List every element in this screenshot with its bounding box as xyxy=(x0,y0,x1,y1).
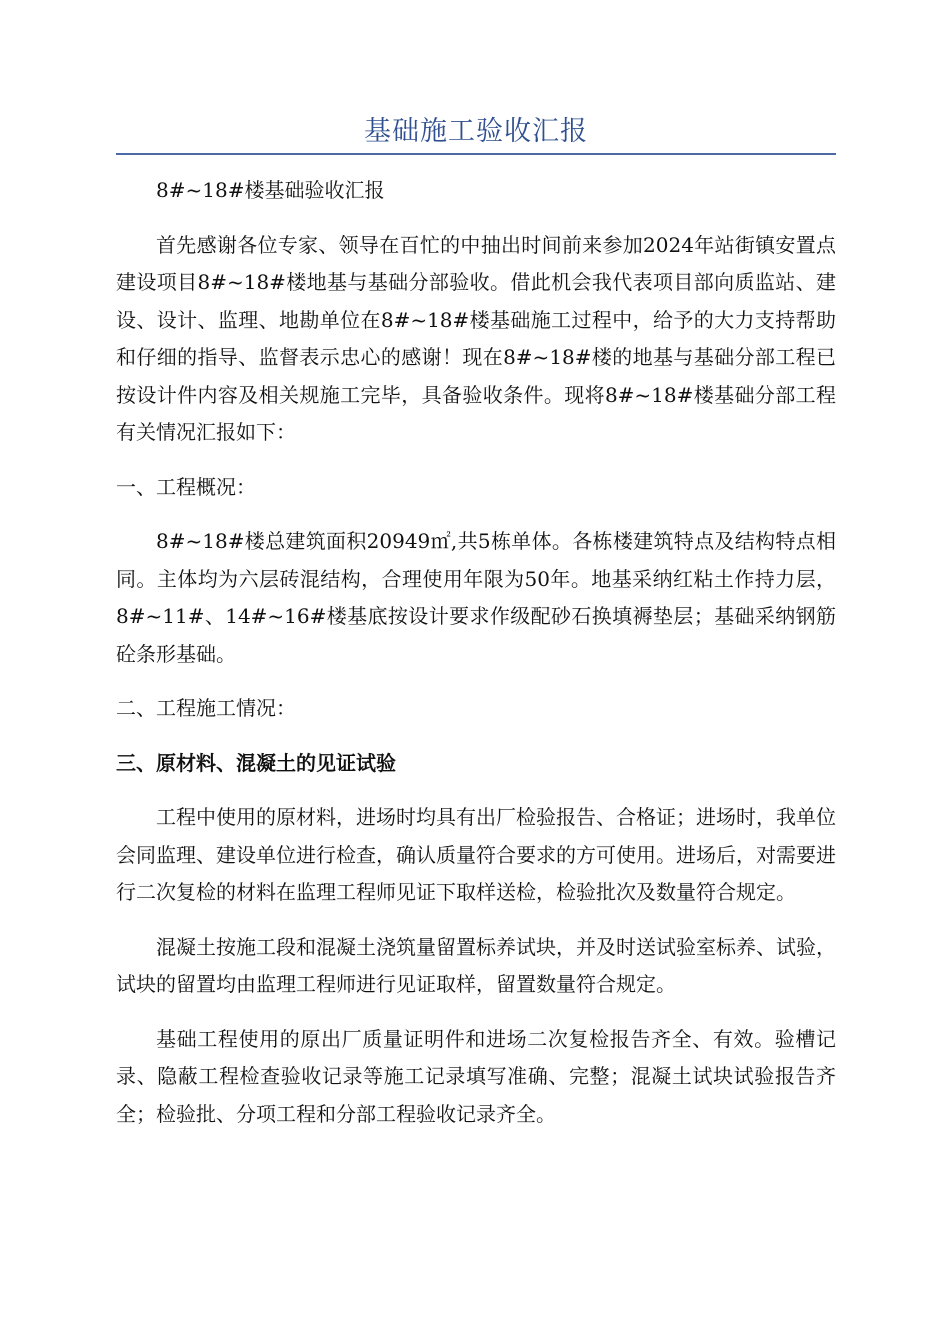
section-3-paragraph-2: 混凝土按施工段和混凝土浇筑量留置标养试块，并及时送试验室标养、试验，试块的留置均由监理工程师进行见证取样，留置数量符合规定。 xyxy=(116,934,836,996)
section-1-paragraph: 8#~18#楼总建筑面积20949㎡,共5栋单体。各栋楼建筑特点及结构特点相同。主体均为六层砖混结构，合理使用年限为50年。地基采纳红粘土作持力层，8#~11#、14#~16#楼基底按设计要求作级配砂石换填褥垫层；基础采纳钢筋砼条形基础。 xyxy=(116,529,836,666)
section-3-paragraph-1: 工程中使用的原材料，进场时均具有出厂检验报告、合格证；进场时，我单位会同监理、建设单位进行检查，确认质量符合要求的方可使用。进场后，对需要进行二次复检的材料在监理工程师见证下取样送检，检验批次及数量符合规定。 xyxy=(116,805,836,904)
section-2-heading: 二、工程施工情况： xyxy=(116,696,296,720)
document-subtitle: 8#~18#楼基础验收汇报 xyxy=(156,178,385,202)
intro-paragraph: 首先感谢各位专家、领导在百忙的中抽出时间前来参加2024年站街镇安置点建设项目8#~18#楼地基与基础分部验收。借此机会我代表项目部向质监站、建设、设计、监理、地勘单位在8#~18#楼基础施工过程中，给予的大力支持帮助和仔细的指导、监督表示忠心的感谢！现在8#~18#楼的地基与基础分部工程已按设计件内容及相关规施工完毕，具备验收条件。现将8#~18#楼基础分部工程有关情况汇报如下： xyxy=(116,232,836,444)
section-3-paragraph-3: 基础工程使用的原出厂质量证明件和进场二次复检报告齐全、有效。验槽记录、隐蔽工程检查验收记录等施工记录填写准确、完整；混凝土试块试验报告齐全；检验批、分项工程和分部工程验收记录齐全。 xyxy=(116,1026,836,1126)
section-3-heading: 三、原材料、混凝土的见证试验 xyxy=(116,750,396,775)
title-underline xyxy=(116,153,836,155)
document-body xyxy=(116,172,836,1150)
document-title: 基础施工验收汇报 xyxy=(364,116,588,147)
section-1-heading: 一、工程概况： xyxy=(116,474,256,499)
